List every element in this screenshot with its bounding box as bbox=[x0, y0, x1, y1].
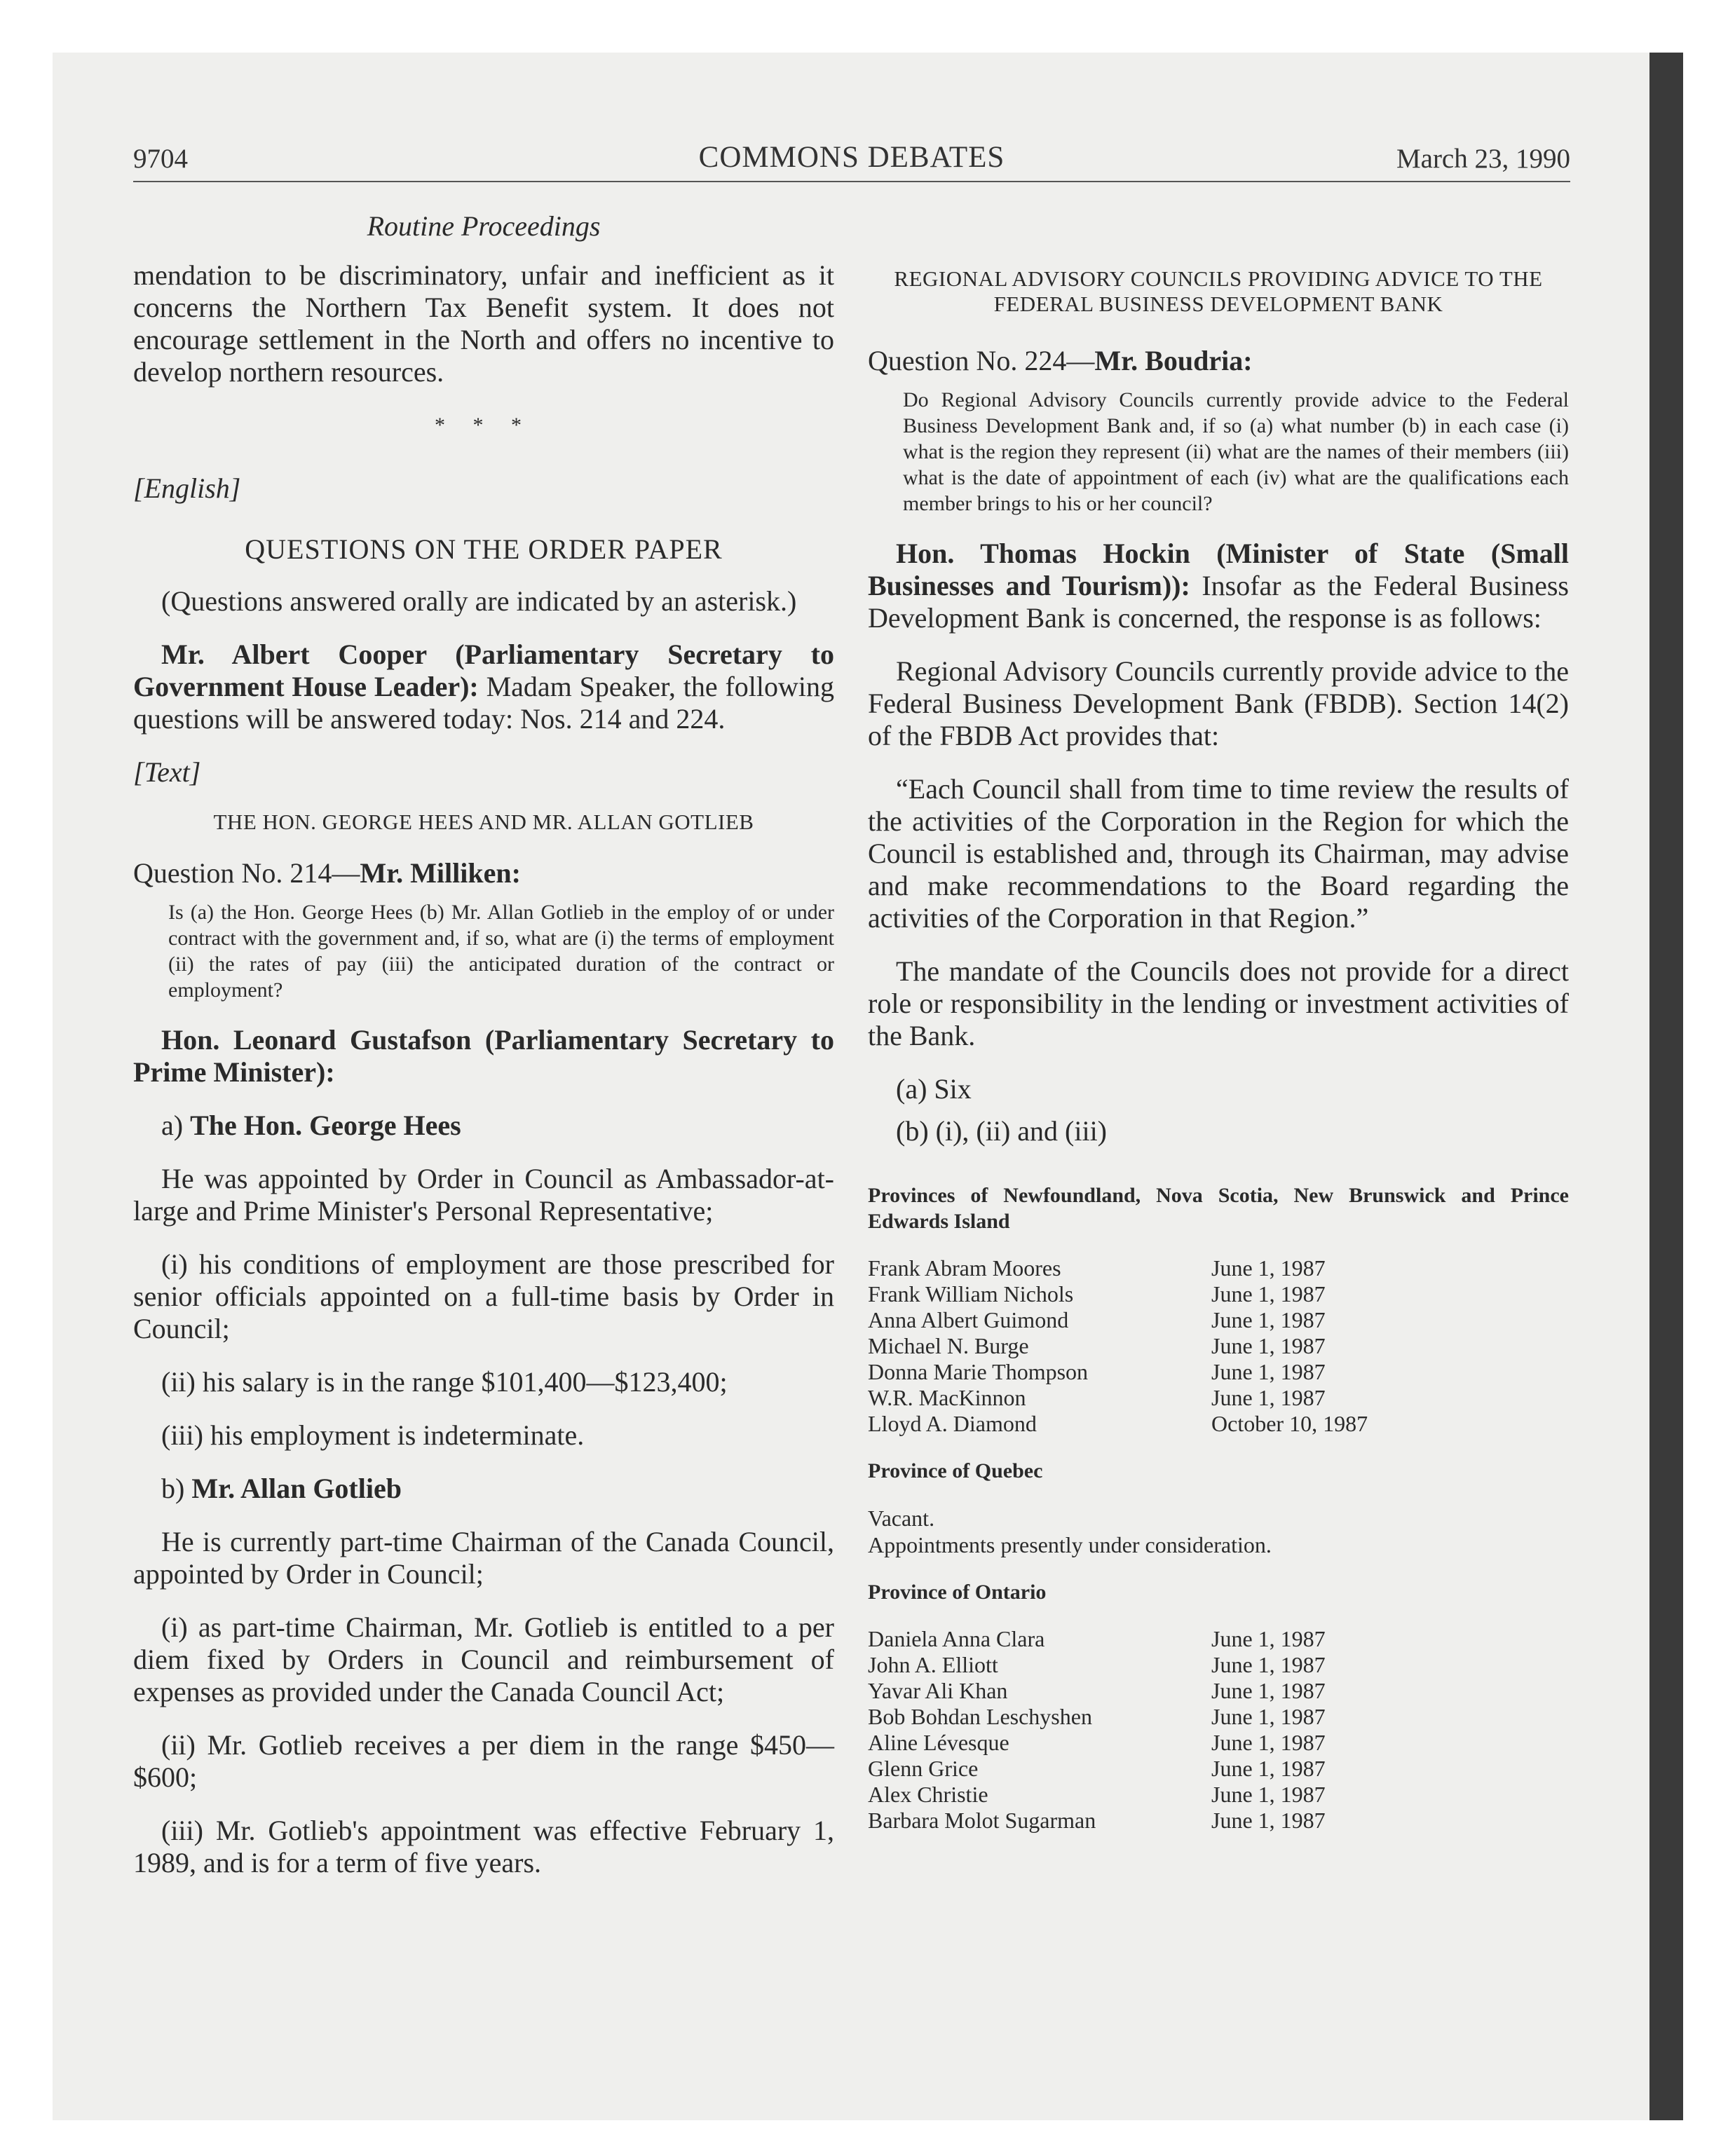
question-214-body: Is (a) the Hon. George Hees (b) Mr. Allan Gotlieb in the employ of or under contract with the government and, if so, what are (i) the terms of employment (ii) the rates of pay (iii) the anticipated duration of the contract or employment? bbox=[168, 901, 834, 1002]
member-name: Daniela Anna Clara bbox=[868, 1626, 1045, 1651]
ontario-members-table bbox=[868, 1626, 1326, 1834]
question-224-label: Question No. 224— bbox=[868, 345, 1095, 376]
member-date: June 1, 1987 bbox=[1211, 1704, 1326, 1729]
member-date: June 1, 1987 bbox=[1211, 1678, 1326, 1703]
gotlieb-paragraph-1: He is currently part-time Chairman of the Canada Council, appointed by Order in Council; bbox=[133, 1526, 834, 1590]
table-row bbox=[868, 1333, 1368, 1359]
member-name: Anna Albert Guimond bbox=[868, 1307, 1069, 1332]
member-date: June 1, 1987 bbox=[1211, 1385, 1326, 1410]
member-name: Lloyd A. Diamond bbox=[868, 1411, 1037, 1436]
table-row bbox=[868, 1307, 1368, 1333]
member-date: June 1, 1987 bbox=[1211, 1333, 1326, 1358]
hees-paragraph-3: (ii) his salary is in the range $101,400—$123,400; bbox=[161, 1366, 728, 1398]
speaker-gustafson: Hon. Leonard Gustafson (Parliamentary Secretary to Prime Minister): bbox=[133, 1024, 834, 1088]
gotlieb-paragraph-4: (iii) Mr. Gotlieb's appointment was effective February 1, 1989, and is for a term of five years. bbox=[133, 1815, 834, 1878]
member-date: June 1, 1987 bbox=[1211, 1782, 1326, 1807]
member-date: June 1, 1987 bbox=[1211, 1307, 1326, 1332]
member-name: Frank Abram Moores bbox=[868, 1255, 1061, 1281]
language-marker-english: [English] bbox=[133, 472, 241, 504]
cooper-text: Madam Speaker, the following questions will be answered today: Nos. 214 and 224. bbox=[133, 671, 834, 735]
ontario-heading: Province of Ontario bbox=[868, 1581, 1047, 1604]
member-name: Michael N. Burge bbox=[868, 1333, 1029, 1358]
answer-a-label: a) bbox=[161, 1110, 191, 1141]
member-name: Frank William Nichols bbox=[868, 1281, 1074, 1306]
section-title: QUESTIONS ON THE ORDER PAPER bbox=[245, 533, 723, 565]
left-column bbox=[133, 210, 834, 1900]
answer-quote: “Each Council shall from time to time review the results of the activities of the Corporation in the Region for which the Council is established and, through its Chairman, may advise and make recommendations to the Board regarding the activities of the Corporation in that Region.” bbox=[868, 773, 1569, 934]
cooper-statement bbox=[133, 639, 834, 735]
table-row bbox=[868, 1626, 1326, 1652]
member-date: June 1, 1987 bbox=[1211, 1626, 1326, 1651]
hockin-statement bbox=[868, 538, 1569, 634]
question-224-body: Do Regional Advisory Councils currently provide advice to the Federal Business Development Bank and, if so (a) what number (b) in each case (i) what is the region they represent (ii) what are the names of their members (iii) what is the date of appointment of each (iv) what are the qualifications each member brings to his or her council? bbox=[903, 388, 1569, 515]
gotlieb-paragraph-3: (ii) Mr. Gotlieb receives a per diem in the range $450—$600; bbox=[133, 1729, 834, 1793]
answer-b: (b) (i), (ii) and (iii) bbox=[896, 1115, 1107, 1147]
quebec-line-1: Vacant. bbox=[868, 1506, 935, 1531]
continuation-paragraph: mendation to be discriminatory, unfair and inefficient as it concerns the Northern Tax Benefit system. It does not encourage settlement in the North and offers no incentive to develop northern resources. bbox=[133, 259, 834, 388]
answer-b-heading bbox=[133, 1473, 834, 1505]
language-marker-text: [Text] bbox=[133, 756, 201, 788]
speaker-hockin: Hon. Thomas Hockin (Minister of State (Small Businesses and Tourism)): bbox=[868, 538, 1569, 601]
table-row bbox=[868, 1678, 1326, 1704]
member-date: June 1, 1987 bbox=[1211, 1255, 1326, 1281]
question-224-title: REGIONAL ADVISORY COUNCILS PROVIDING ADVICE TO THE FEDERAL BUSINESS DEVELOPMENT BANK bbox=[894, 266, 1543, 316]
member-name: Yavar Ali Khan bbox=[868, 1678, 1008, 1703]
quebec-heading: Province of Quebec bbox=[868, 1459, 1043, 1482]
member-date: June 1, 1987 bbox=[1211, 1359, 1326, 1384]
right-column bbox=[868, 266, 1569, 1855]
question-224-heading bbox=[868, 345, 1569, 377]
table-row bbox=[868, 1652, 1326, 1678]
member-date: June 1, 1987 bbox=[1211, 1730, 1326, 1755]
publication-title: COMMONS DEBATES bbox=[698, 141, 1005, 174]
member-name: Barbara Molot Sugarman bbox=[868, 1808, 1096, 1833]
gotlieb-paragraph-2: (i) as part-time Chairman, Mr. Gotlieb is entitled to a per diem fixed by Orders in Council and reimbursement of expenses as provided under the Canada Council Act; bbox=[133, 1611, 834, 1707]
answer-a: (a) Six bbox=[896, 1073, 972, 1105]
question-224-asker: Mr. Boudria: bbox=[1094, 345, 1253, 376]
table-row bbox=[868, 1411, 1368, 1437]
hees-paragraph-4: (iii) his employment is indeterminate. bbox=[161, 1419, 585, 1451]
table-row bbox=[868, 1808, 1326, 1834]
table-row bbox=[868, 1730, 1326, 1756]
member-name: Bob Bohdan Leschyshen bbox=[868, 1704, 1092, 1729]
table-row bbox=[868, 1782, 1326, 1808]
running-head: Routine Proceedings bbox=[367, 210, 601, 242]
table-row bbox=[868, 1281, 1368, 1307]
page-header bbox=[133, 140, 1570, 182]
page-date: March 23, 1990 bbox=[1396, 144, 1570, 174]
question-214-heading bbox=[133, 857, 834, 889]
member-name: W.R. MacKinnon bbox=[868, 1385, 1026, 1410]
quebec-line-2: Appointments presently under consideration. bbox=[868, 1532, 1272, 1557]
section-note: (Questions answered orally are indicated by an asterisk.) bbox=[161, 585, 797, 617]
answer-paragraph-2: The mandate of the Councils does not provide for a direct role or responsibility in the lending or investment activities of the Bank. bbox=[868, 955, 1569, 1051]
section-separator: * * * bbox=[435, 414, 533, 437]
table-row bbox=[868, 1385, 1368, 1411]
member-name: Donna Marie Thompson bbox=[868, 1359, 1089, 1384]
answer-paragraph-1: Regional Advisory Councils currently provide advice to the Federal Business Development Bank (FBDB). Section 14(2) of the FBDB Act provides that: bbox=[868, 655, 1569, 751]
hees-paragraph-1: He was appointed by Order in Council as Ambassador-at-large and Prime Minister's Personal Representative; bbox=[133, 1163, 834, 1227]
member-name: Glenn Grice bbox=[868, 1756, 979, 1781]
atlantic-heading: Provinces of Newfoundland, Nova Scotia, New Brunswick and Prince Edwards Island bbox=[868, 1184, 1569, 1233]
answer-b-label: b) bbox=[161, 1473, 192, 1504]
answer-a-name: The Hon. George Hees bbox=[190, 1110, 461, 1141]
atlantic-members-table bbox=[868, 1255, 1368, 1437]
question-214-asker: Mr. Milliken: bbox=[360, 857, 521, 889]
hees-paragraph-2: (i) his conditions of employment are those prescribed for senior officials appointed on a full-time basis by Order in Council; bbox=[133, 1248, 834, 1344]
member-date: June 1, 1987 bbox=[1211, 1281, 1326, 1306]
member-date: June 1, 1987 bbox=[1211, 1808, 1326, 1833]
table-row bbox=[868, 1359, 1368, 1385]
member-date: October 10, 1987 bbox=[1211, 1411, 1368, 1436]
member-name: Aline Lévesque bbox=[868, 1730, 1009, 1755]
speaker-cooper: Mr. Albert Cooper (Parliamentary Secretary to Government House Leader): bbox=[133, 639, 834, 702]
table-row bbox=[868, 1255, 1368, 1281]
hockin-text: Insofar as the Federal Business Development Bank is concerned, the response is as follows: bbox=[868, 570, 1570, 634]
member-name: Alex Christie bbox=[868, 1782, 988, 1807]
table-row bbox=[868, 1756, 1326, 1782]
answer-a-heading bbox=[133, 1110, 834, 1142]
member-name: John A. Elliott bbox=[868, 1652, 998, 1677]
member-date: June 1, 1987 bbox=[1211, 1652, 1326, 1677]
page-number: 9704 bbox=[133, 144, 188, 174]
header-rule bbox=[133, 181, 1570, 182]
member-date: June 1, 1987 bbox=[1211, 1756, 1326, 1781]
question-214-label: Question No. 214— bbox=[133, 857, 360, 889]
question-214-title: THE HON. GEORGE HEES AND MR. ALLAN GOTLIEB bbox=[213, 810, 754, 834]
table-row bbox=[868, 1704, 1326, 1730]
answer-b-name: Mr. Allan Gotlieb bbox=[191, 1473, 402, 1504]
scan-edge bbox=[1649, 53, 1683, 2120]
